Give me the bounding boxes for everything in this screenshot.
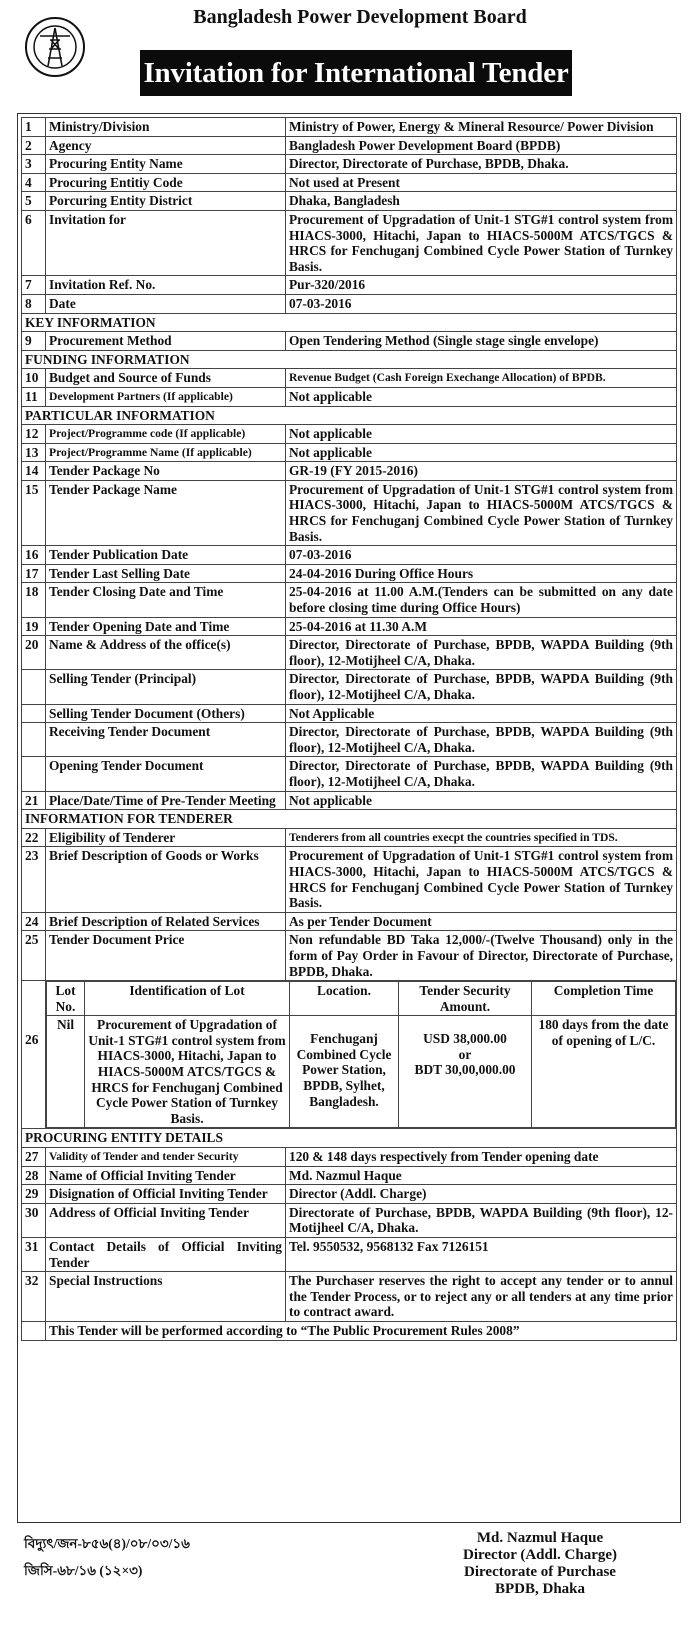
table-row <box>22 136 677 155</box>
row-value: GR-19 (FY 2015-2016) <box>286 462 677 481</box>
row-value: Director, Directorate of Purchase, BPDB, WAPDA Building (9th floor), 12-Motijheel C/A, Dhaka. <box>286 723 677 757</box>
row-value: Tenderers from all countries execpt the countries specified in TDS. <box>286 828 677 847</box>
row-value: Not applicable <box>286 425 677 444</box>
table-row <box>22 546 677 565</box>
row-number: 14 <box>22 462 46 481</box>
table-row <box>22 636 677 670</box>
row-label: Selling Tender (Principal) <box>46 670 286 704</box>
row-number: 10 <box>22 369 46 388</box>
row-label: Tender Last Selling Date <box>46 564 286 583</box>
table-row <box>22 369 677 388</box>
table-row <box>22 118 677 137</box>
row-label: Procurement Method <box>46 332 286 351</box>
lot-header-row <box>47 982 676 1016</box>
table-row <box>22 912 677 931</box>
row-value: Directorate of Purchase, BPDB, WAPDA Building (9th floor), 12-Motijheel C/A, Dhaka. <box>286 1203 677 1237</box>
row-label: Name & Address of the office(s) <box>46 636 286 670</box>
section-title: FUNDING INFORMATION <box>22 350 677 369</box>
row-value: Procurement of Upgradation of Unit-1 STG#1 control system from HIACS-3000, Hitachi, Japan to HIACS-5000M ATCS/TGCS & HRCS for Fenchuganj Combined Cycle Power Station of Turnkey Basis. <box>286 480 677 545</box>
row-value: Open Tendering Method (Single stage single envelope) <box>286 332 677 351</box>
row-number <box>22 723 46 757</box>
signatory-org: BPDB, Dhaka <box>494 1581 586 1597</box>
row-value: As per Tender Document <box>286 912 677 931</box>
table-row <box>22 931 677 981</box>
section-title: PROCURING ENTITY DETAILS <box>22 1129 677 1148</box>
section-header <box>22 1129 677 1148</box>
row-value: Director, Directorate of Purchase, BPDB, WAPDA Building (9th floor), 12-Motijheel C/A, Dhaka. <box>286 757 677 791</box>
row-label: Invitation Ref. No. <box>46 276 286 295</box>
row-number: 11 <box>22 387 46 406</box>
row-number: 29 <box>22 1185 46 1204</box>
security-header: Tender Security Amount. <box>399 982 532 1016</box>
table-row <box>22 1166 677 1185</box>
row-label: Procuring Entitiy Code <box>46 173 286 192</box>
row-label: Contact Details of Official Inviting Tender <box>46 1238 286 1272</box>
row-label: Invitation for <box>46 210 286 275</box>
row-label: Date <box>46 294 286 313</box>
table-row <box>22 1272 677 1322</box>
row-value: Pur-320/2016 <box>286 276 677 295</box>
row-number: 32 <box>22 1272 46 1322</box>
lot-row <box>47 1016 676 1128</box>
table-row <box>22 1185 677 1204</box>
row-number: 22 <box>22 828 46 847</box>
section-header <box>22 406 677 425</box>
table-row <box>22 583 677 617</box>
row-label: Disignation of Official Inviting Tender <box>46 1185 286 1204</box>
table-row <box>22 564 677 583</box>
table-row <box>22 670 677 704</box>
row-value: Not Applicable <box>286 704 677 723</box>
table-row <box>22 192 677 211</box>
section-title: INFORMATION FOR TENDERER <box>22 810 677 829</box>
lot-table-cell <box>46 981 677 1129</box>
section-header <box>22 350 677 369</box>
row-label: Address of Official Inviting Tender <box>46 1203 286 1237</box>
row-label: Porcuring Entity District <box>46 192 286 211</box>
row-number: 26 <box>22 981 46 1129</box>
row-label: Tender Package Name <box>46 480 286 545</box>
row-value: Director, Directorate of Purchase, BPDB, WAPDA Building (9th floor), 12-Motijheel C/A, Dhaka. <box>286 636 677 670</box>
organization-name: Bangladesh Power Development Board <box>193 6 527 28</box>
identification-header: Identification of Lot <box>85 982 290 1016</box>
table-row <box>22 210 677 275</box>
row-number: 24 <box>22 912 46 931</box>
row-value: 24-04-2016 During Office Hours <box>286 564 677 583</box>
table-row <box>22 462 677 481</box>
table-row <box>22 443 677 462</box>
row-number <box>22 1321 46 1340</box>
table-row <box>22 332 677 351</box>
row-value: Director, Directorate of Purchase, BPDB, WAPDA Building (9th floor), 12-Motijheel C/A, Dhaka. <box>286 670 677 704</box>
row-number: 18 <box>22 583 46 617</box>
row-label: Receiving Tender Document <box>46 723 286 757</box>
section-title: KEY INFORMATION <box>22 313 677 332</box>
row-label: Name of Official Inviting Tender <box>46 1166 286 1185</box>
row-number <box>22 670 46 704</box>
table-row <box>22 173 677 192</box>
row-number <box>22 757 46 791</box>
row-label: Tender Closing Date and Time <box>46 583 286 617</box>
gc-ref: জিসি-৬৮/১৬ (১২×৩) <box>24 1563 143 1578</box>
row-number: 4 <box>22 173 46 192</box>
row-number: 1 <box>22 118 46 137</box>
row-label: Project/Programme code (If applicable) <box>46 425 286 444</box>
row-value: Not used at Present <box>286 173 677 192</box>
row-label: Budget and Source of Funds <box>46 369 286 388</box>
location-header: Location. <box>290 982 399 1016</box>
lot-table <box>46 981 676 1128</box>
row-number: 13 <box>22 443 46 462</box>
row-value: 25-04-2016 at 11.00 A.M.(Tenders can be submitted on any date before closing time during Office Hours) <box>286 583 677 617</box>
signatory-title: Director (Addl. Charge) <box>463 1547 617 1563</box>
row-number <box>22 704 46 723</box>
row-number: 31 <box>22 1238 46 1272</box>
row-label: Place/Date/Time of Pre-Tender Meeting <box>46 791 286 810</box>
row-value: Not applicable <box>286 387 677 406</box>
table-row <box>22 1321 677 1340</box>
row-value: 07-03-2016 <box>286 294 677 313</box>
row-value: Director (Addl. Charge) <box>286 1185 677 1204</box>
row-number: 3 <box>22 155 46 174</box>
lot-no: Nil <box>47 1016 85 1128</box>
row-label: Development Partners (If applicable) <box>46 387 286 406</box>
row-number: 6 <box>22 210 46 275</box>
table-row <box>22 757 677 791</box>
row-value: The Purchaser reserves the right to accept any tender or to annul the Tender Process, or to reject any or all tenders at any time prior to contract award. <box>286 1272 677 1322</box>
table-row <box>22 847 677 912</box>
row-label: Tender Publication Date <box>46 546 286 565</box>
table-row <box>22 294 677 313</box>
row-label: Ministry/Division <box>46 118 286 137</box>
memo-ref: বিদ্যুৎ/জন-৮৫৬(৪)/০৮/০৩/১৬ <box>24 1536 190 1551</box>
lot-location: Fenchuganj Combined Cycle Power Station, BPDB, Sylhet, Bangladesh. <box>290 1016 399 1128</box>
row-value: Bangladesh Power Development Board (BPDB) <box>286 136 677 155</box>
lot-identification: Procurement of Upgradation of Unit-1 STG#1 control system from HIACS-3000, Hitachi, Japan to HIACS-5000M ATCS/TGCS & HRCS for Fenchuganj Combined Cycle Power Station of Turnkey Basis. <box>85 1016 290 1128</box>
row-value: 120 & 148 days respectively from Tender opening date <box>286 1148 677 1167</box>
table-row <box>22 387 677 406</box>
signature-block <box>420 1530 660 1598</box>
row-label: Eligibility of Tenderer <box>46 828 286 847</box>
row-value: 07-03-2016 <box>286 546 677 565</box>
row-number: 2 <box>22 136 46 155</box>
lot-completion: 180 days from the date of opening of L/C. <box>532 1016 676 1128</box>
lot-security: USD 38,000.00 or BDT 30,00,000.00 <box>399 1016 532 1128</box>
lot-no-header: Lot No. <box>47 982 85 1016</box>
row-number: 25 <box>22 931 46 981</box>
row-label: Procuring Entity Name <box>46 155 286 174</box>
row-number: 9 <box>22 332 46 351</box>
row-number: 20 <box>22 636 46 670</box>
row-label: Tender Package No <box>46 462 286 481</box>
table-row <box>22 480 677 545</box>
page-title: Invitation for International Tender <box>140 50 572 96</box>
completion-header: Completion Time <box>532 982 676 1016</box>
table-row <box>22 723 677 757</box>
row-label: Agency <box>46 136 286 155</box>
signatory-office: Directorate of Purchase <box>464 1564 616 1580</box>
page-header <box>0 0 696 100</box>
tender-table <box>21 117 677 1341</box>
row-value: Ministry of Power, Energy & Mineral Resource/ Power Division <box>286 118 677 137</box>
table-row <box>22 1148 677 1167</box>
table-row <box>22 828 677 847</box>
row-number: 17 <box>22 564 46 583</box>
row-label: Tender Opening Date and Time <box>46 617 286 636</box>
section-header <box>22 313 677 332</box>
row-number: 8 <box>22 294 46 313</box>
table-row <box>22 276 677 295</box>
row-value: Tel. 9550532, 9568132 Fax 7126151 <box>286 1238 677 1272</box>
section-title: PARTICULAR INFORMATION <box>22 406 677 425</box>
row-value: Md. Nazmul Haque <box>286 1166 677 1185</box>
row-number: 21 <box>22 791 46 810</box>
row-number: 7 <box>22 276 46 295</box>
row-label: Brief Description of Goods or Works <box>46 847 286 912</box>
row-value: Procurement of Upgradation of Unit-1 STG#1 control system from HIACS-3000, Hitachi, Japan to HIACS-5000M ATCS/TGCS & HRCS for Fenchuganj Combined Cycle Power Station of Turnkey Basis. <box>286 847 677 912</box>
row-number: 30 <box>22 1203 46 1237</box>
table-row <box>22 791 677 810</box>
table-row <box>22 704 677 723</box>
table-row <box>22 1238 677 1272</box>
row-value: Dhaka, Bangladesh <box>286 192 677 211</box>
memo-references <box>24 1530 190 1584</box>
table-row <box>22 1203 677 1237</box>
row-number: 27 <box>22 1148 46 1167</box>
row-value: Non refundable BD Taka 12,000/-(Twelve Thousand) only in the form of Pay Order in Favour of Director, Directorate of Purchase, BPDB, Dhaka. <box>286 931 677 981</box>
row-value: 25-04-2016 at 11.30 A.M <box>286 617 677 636</box>
row-number: 15 <box>22 480 46 545</box>
row-value: Procurement of Upgradation of Unit-1 STG#1 control system from HIACS-3000, Hitachi, Japan to HIACS-5000M ATCS/TGCS & HRCS for Fenchuganj Combined Cycle Power Station of Turnkey Basis. <box>286 210 677 275</box>
row-number: 12 <box>22 425 46 444</box>
table-row <box>22 617 677 636</box>
row-number: 28 <box>22 1166 46 1185</box>
section-header <box>22 810 677 829</box>
row-number: 5 <box>22 192 46 211</box>
row-label: Opening Tender Document <box>46 757 286 791</box>
row-number: 16 <box>22 546 46 565</box>
table-row <box>22 155 677 174</box>
table-row <box>22 425 677 444</box>
row-value: Revenue Budget (Cash Foreign Exechange Allocation) of BPDB. <box>286 369 677 388</box>
row-label: Validity of Tender and tender Security <box>46 1148 286 1167</box>
row-label: Brief Description of Related Services <box>46 912 286 931</box>
row-number: 19 <box>22 617 46 636</box>
row-label: Project/Programme Name (If applicable) <box>46 443 286 462</box>
row-label: Selling Tender Document (Others) <box>46 704 286 723</box>
row-number: 23 <box>22 847 46 912</box>
row-value: Not applicable <box>286 791 677 810</box>
table-row <box>22 981 677 1129</box>
row-label: Tender Document Price <box>46 931 286 981</box>
row-value: Not applicable <box>286 443 677 462</box>
closing-note: This Tender will be performed according to “The Public Procurement Rules 2008” <box>46 1321 677 1340</box>
row-label: Special Instructions <box>46 1272 286 1322</box>
row-value: Director, Directorate of Purchase, BPDB, Dhaka. <box>286 155 677 174</box>
signatory-name: Md. Nazmul Haque <box>476 1530 604 1546</box>
